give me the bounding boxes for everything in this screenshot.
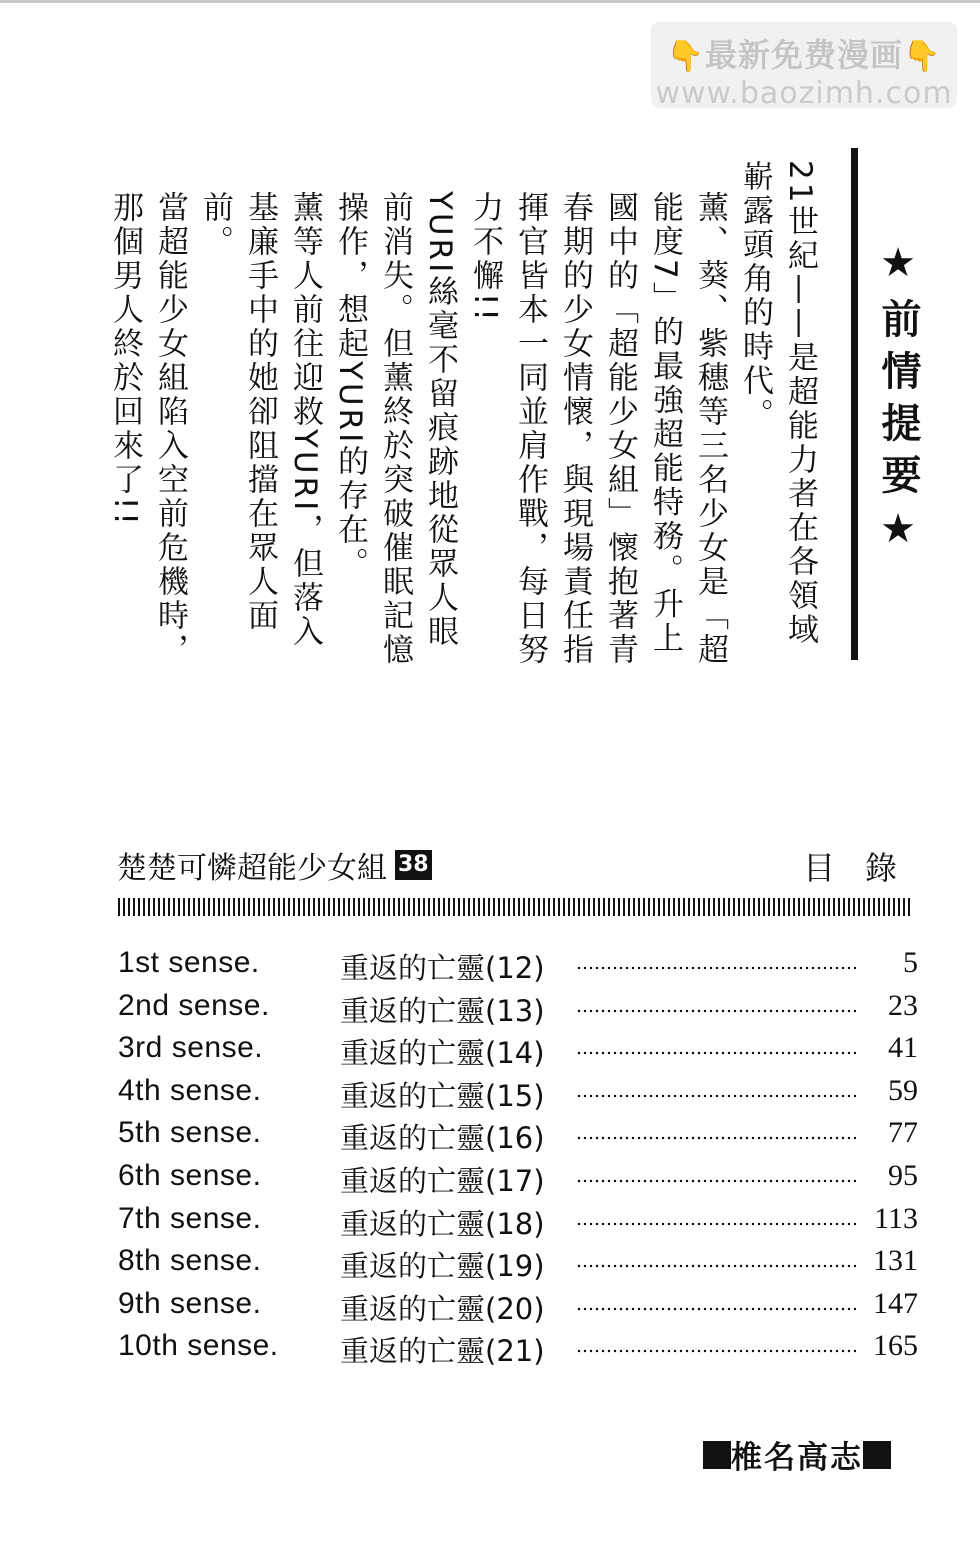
summary-paragraph: 當超能少女組陷入空前危機時，那個男人終於回來了!! [107, 191, 188, 667]
toc-sense: 1st sense. [118, 946, 260, 979]
toc-chapter: 重返的亡靈(20) [340, 1291, 545, 1326]
toc-row[interactable] [118, 1031, 918, 1074]
summary-paragraph: 21世紀——是超能力者在各領域嶄露頭角的時代。 [737, 160, 818, 648]
toc-chapter: 重返的亡靈(19) [340, 1249, 545, 1284]
summary-body [102, 160, 822, 680]
toc-chapter: 重返的亡靈(16) [340, 1121, 545, 1156]
toc-sense: 6th sense. [118, 1158, 262, 1192]
series-title-text: 楚楚可憐超能少女組 [117, 851, 387, 886]
toc-row[interactable] [118, 1244, 918, 1287]
toc-leader [576, 1179, 856, 1183]
toc-row[interactable] [118, 1116, 918, 1159]
toc-leader [576, 966, 856, 970]
toc-leader [576, 1136, 856, 1140]
toc-page-number: 5 [903, 946, 918, 979]
toc-page-number: 147 [873, 1286, 918, 1320]
series-title [117, 843, 432, 887]
toc-sense: 10th sense. [118, 1329, 279, 1363]
black-square-icon [863, 1441, 891, 1469]
toc-chapter: 重返的亡靈(18) [340, 1206, 545, 1241]
toc-chapter: 重返的亡靈(13) [340, 993, 545, 1028]
toc-sense: 5th sense. [118, 1116, 262, 1150]
pointing-down-hand-icon: 👇 [903, 39, 942, 74]
watermark-text: 最新免费漫画 [704, 36, 903, 74]
toc-leader [576, 1094, 856, 1098]
pointing-down-hand-icon: 👇 [666, 39, 705, 74]
toc-chapter: 重返的亡靈(21) [340, 1334, 545, 1369]
summary-paragraph: 薰等人前往迎救YURI，但落入基廉手中的她卻阻擋在眾人面前。 [197, 191, 323, 650]
toc-sense: 4th sense. [118, 1073, 262, 1107]
top-rule [0, 0, 980, 3]
toc-sense: 8th sense. [118, 1244, 262, 1278]
toc-chapter: 重返的亡靈(15) [340, 1078, 545, 1113]
toc-page-number: 23 [888, 988, 918, 1022]
toc-page-number: 113 [874, 1201, 918, 1235]
toc-page-number: 95 [888, 1158, 918, 1192]
summary-paragraph: 薰、葵、紫穗等三名少女是「超能度7」的最強超能特務。升上國中的「超能少女組」懷抱著青春期的少女情懷，與現場責任指揮官皆本一同並肩作戰，每日努力不懈!! [467, 191, 728, 667]
watermark-line1 [651, 30, 957, 76]
toc-page-number: 59 [888, 1073, 918, 1107]
toc-row[interactable] [118, 1202, 918, 1245]
toc-row[interactable] [118, 1329, 918, 1372]
toc-page-number: 77 [888, 1116, 918, 1150]
toc-row[interactable] [118, 989, 918, 1032]
toc-chapter: 重返的亡靈(14) [340, 1036, 545, 1071]
toc-sense: 9th sense. [118, 1286, 262, 1320]
toc-leader [576, 1222, 856, 1226]
author-credit [703, 1432, 891, 1477]
toc-page-number: 41 [888, 1031, 918, 1065]
watermark-url: www.baozimh.com [655, 76, 953, 111]
toc-heading: 目錄 [803, 849, 928, 887]
toc-leader [576, 1349, 856, 1353]
toc-sense: 3rd sense. [118, 1031, 264, 1065]
toc-leader [576, 1051, 856, 1055]
volume-badge: 38 [395, 850, 432, 880]
watermark[interactable] [651, 22, 957, 111]
toc-page-number: 131 [873, 1244, 918, 1278]
toc-row[interactable] [118, 1287, 918, 1330]
toc-row[interactable] [118, 1159, 918, 1202]
toc-row[interactable] [118, 1074, 918, 1117]
toc-sense: 2nd sense. [118, 988, 270, 1022]
toc-chapter: 重返的亡靈(17) [340, 1163, 545, 1198]
toc-list [118, 946, 918, 1372]
toc-row[interactable] [118, 946, 918, 989]
toc-leader [576, 1307, 856, 1311]
toc-sense: 7th sense. [118, 1201, 262, 1235]
summary-paragraph: YURI絲毫不留痕跡地從眾人眼前消失。但薰終於突破催眠記憶操作，想起YURI的存在。 [332, 191, 458, 667]
toc-chapter: 重返的亡靈(12) [340, 951, 545, 985]
toc-tick-rule [118, 898, 911, 916]
summary-title: ★前情提要★ [875, 240, 921, 564]
summary-divider [851, 148, 858, 660]
toc-leader [576, 1009, 856, 1013]
toc-page-number: 165 [873, 1329, 918, 1363]
toc-leader [576, 1264, 856, 1268]
author-name: 椎名高志 [731, 1440, 863, 1476]
black-square-icon [703, 1441, 731, 1469]
